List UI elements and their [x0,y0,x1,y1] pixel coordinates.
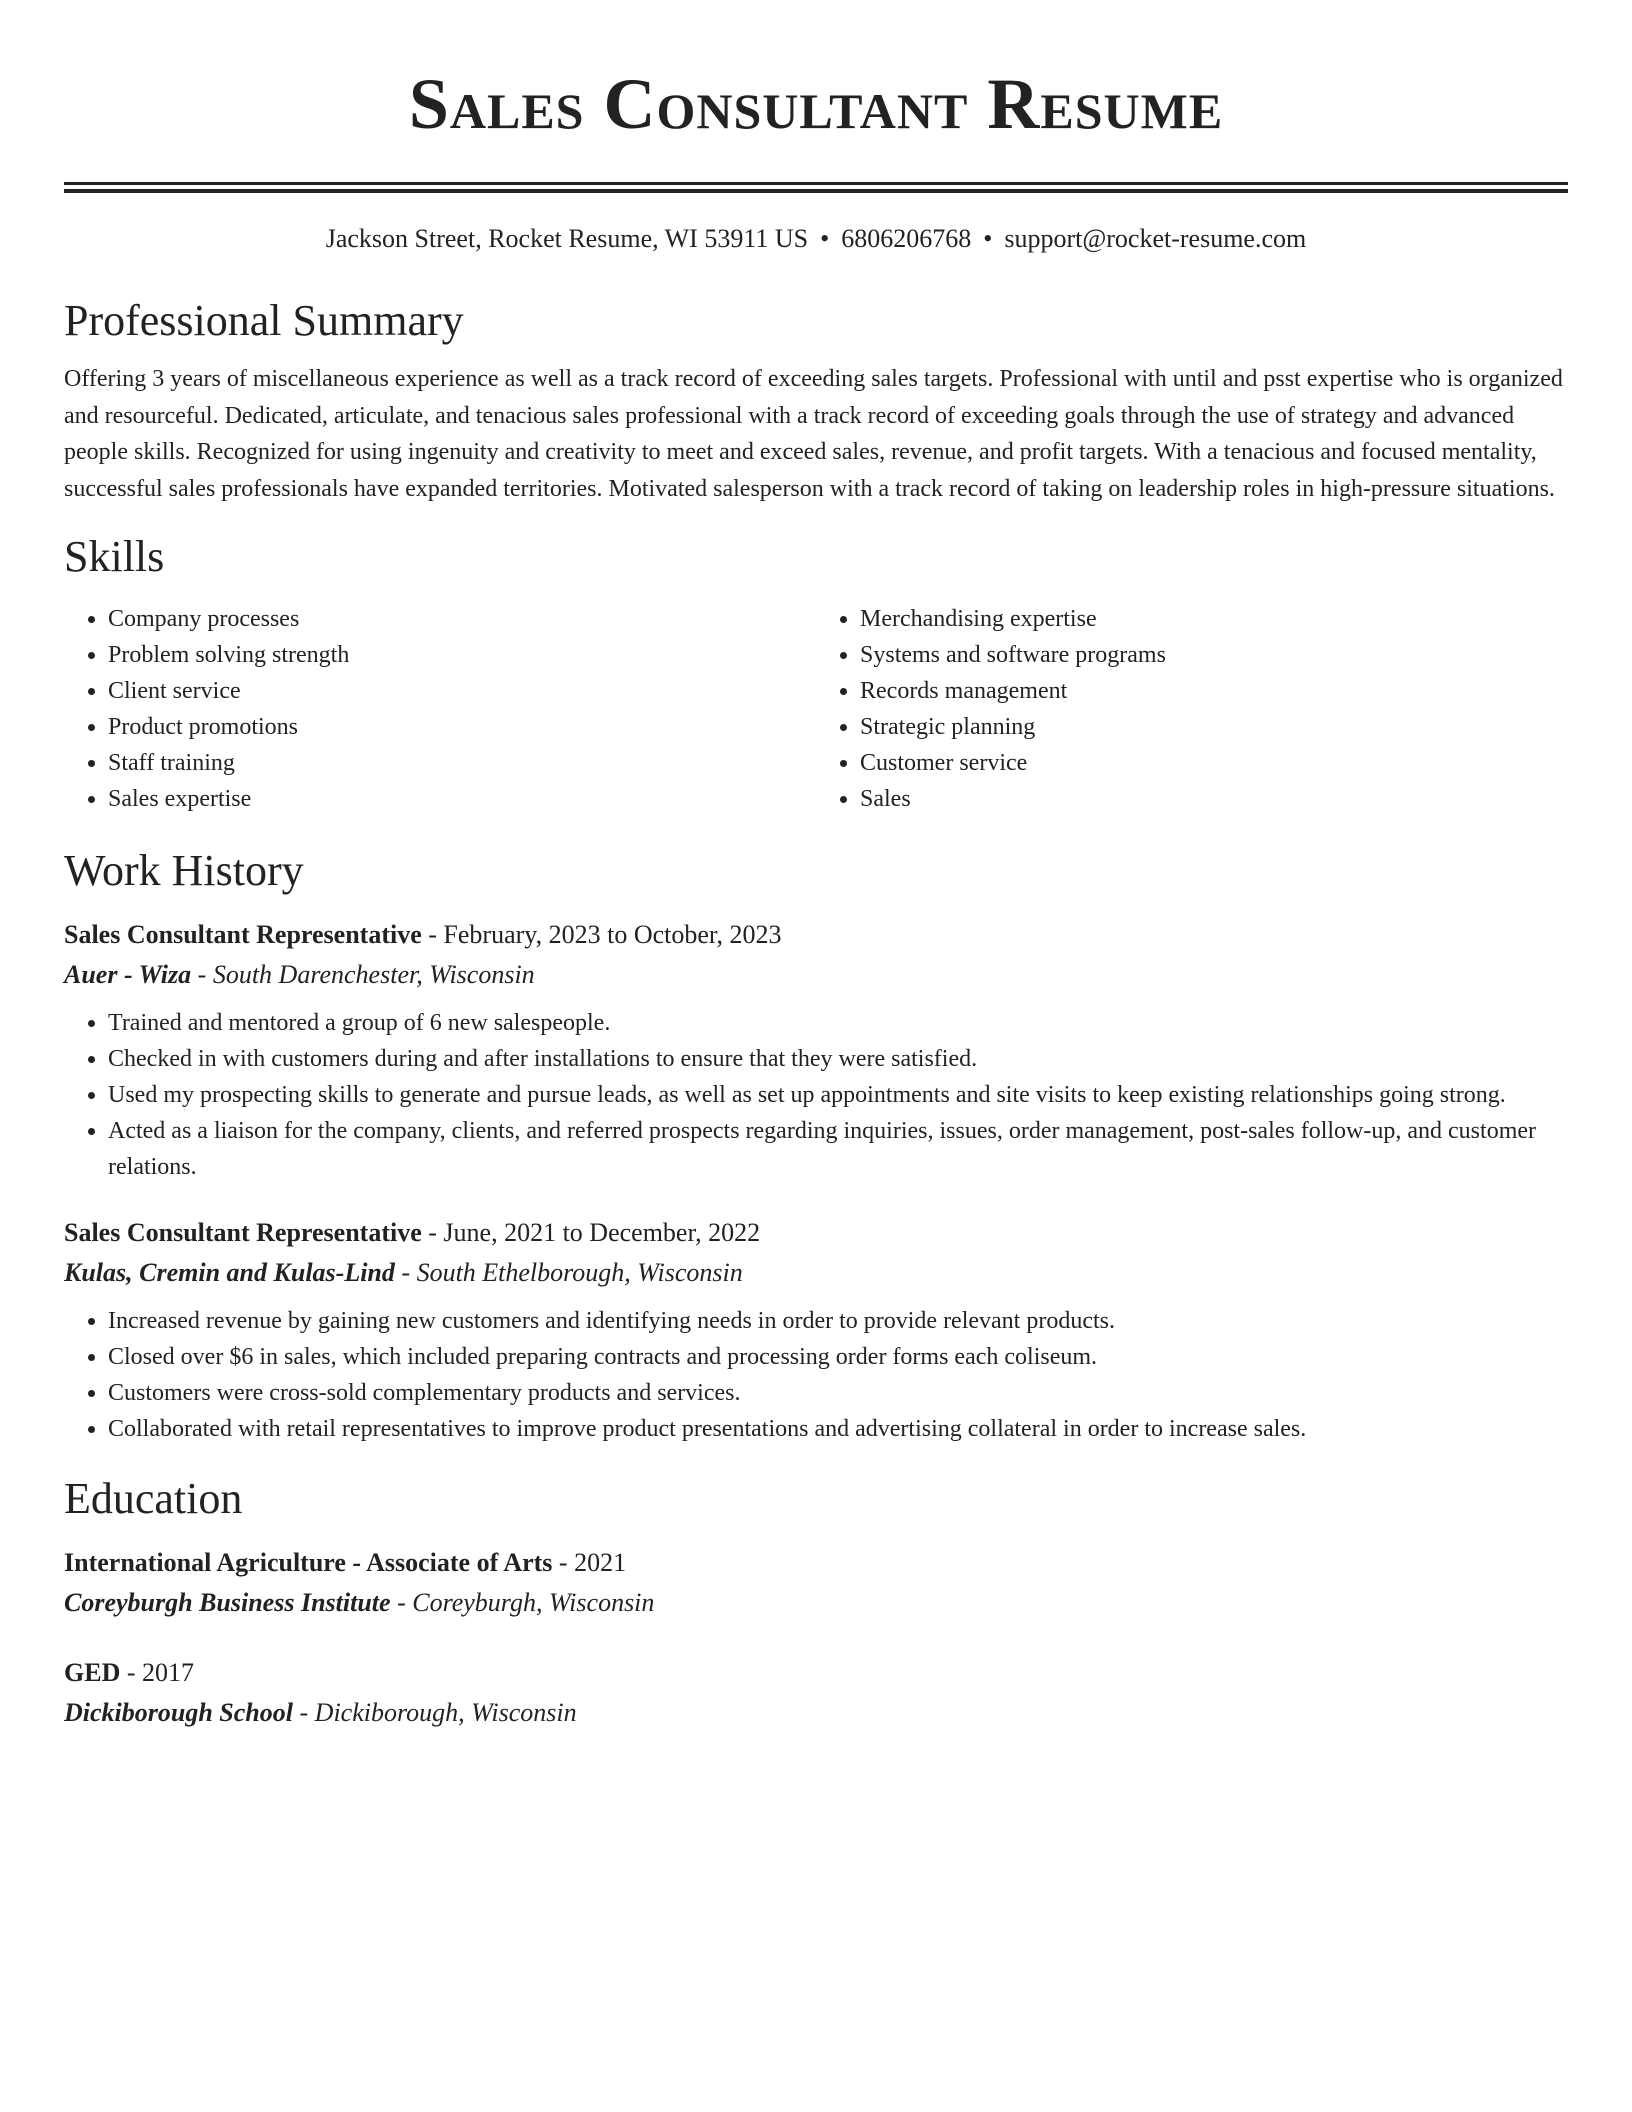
education-header: International Agriculture - Associate of Arts - 2021 [64,1548,627,1577]
skills-list-left [64,601,816,817]
summary-heading: Professional Summary [64,296,464,345]
job-company: Kulas, Cremin and Kulas-Lind [64,1258,395,1287]
title-double-rule [64,182,1568,193]
skill-item: • Records management [860,673,1568,709]
education-school: Dickiborough School [64,1698,293,1727]
education-heading: Education [64,1474,243,1523]
job-title: Sales Consultant Representative [64,1218,422,1247]
job-entry [64,1213,1568,1447]
contact-separator: • [983,224,993,253]
job-bullet: • Checked in with customers during and after installations to ensure that they were satisfied. [108,1041,1568,1077]
job-bullet: • Acted as a liaison for the company, clients, and referred prospects regarding inquiries, issues, order management, post-sales follow-up, and customer relations. [108,1113,1568,1185]
job-employer: Auer - Wiza - South Darenchester, Wisconsin [64,960,535,989]
job-bullet: • Collaborated with retail representatives to improve product presentations and advertising collateral in order to increase sales. [108,1411,1568,1447]
skill-item: • Sales expertise [108,781,816,817]
education-degree: GED [64,1658,121,1687]
job-location: South Darenchester, Wisconsin [212,960,535,989]
job-location: South Ethelborough, Wisconsin [416,1258,743,1287]
job-bullet: • Used my prospecting skills to generate and pursue leads, as well as set up appointments and site visits to keep existing relationships going strong. [108,1077,1568,1113]
contact-separator: • [820,224,830,253]
education-entry [64,1543,1568,1623]
job-bullets [64,1005,1568,1185]
skill-item: • Client service [108,673,816,709]
job-bullets [64,1303,1568,1447]
skill-item: • Problem solving strength [108,637,816,673]
skills-heading: Skills [64,532,165,581]
contact-email: support@rocket-resume.com [1004,224,1307,253]
education-school: Coreyburgh Business Institute [64,1588,391,1617]
job-employer: Kulas, Cremin and Kulas-Lind - South Ethelborough, Wisconsin [64,1258,743,1287]
education-degree: International Agriculture - Associate of Arts [64,1548,553,1577]
job-bullet: • Increased revenue by gaining new customers and identifying needs in order to provide relevant products. [108,1303,1568,1339]
education-entry [64,1653,1568,1733]
skills-columns [64,601,1568,817]
job-title: Sales Consultant Representative [64,920,422,949]
job-header: Sales Consultant Representative - June, 2021 to December, 2022 [64,1218,761,1247]
skill-item: • Staff training [108,745,816,781]
education-year: 2017 [142,1658,195,1687]
contact-address: Jackson Street, Rocket Resume, WI 53911 US [325,224,809,253]
job-company: Auer - Wiza [64,960,192,989]
job-bullet: • Customers were cross-sold complementary products and services. [108,1375,1568,1411]
education-header: GED - 2017 [64,1658,195,1687]
resume-title: Sales Consultant Resume [408,64,1224,144]
job-dates: June, 2021 to December, 2022 [443,1218,761,1247]
contact-phone: 6806206768 [841,224,972,253]
education-school-line: Coreyburgh Business Institute - Coreyburgh, Wisconsin [64,1588,655,1617]
skill-item: • Merchandising expertise [860,601,1568,637]
work-history-heading: Work History [64,846,304,895]
education-year: 2021 [574,1548,627,1577]
education-school-line: Dickiborough School - Dickiborough, Wisconsin [64,1698,577,1727]
education-location: Coreyburgh, Wisconsin [412,1588,655,1617]
job-bullet: • Trained and mentored a group of 6 new salespeople. [108,1005,1568,1041]
job-dates: February, 2023 to October, 2023 [443,920,782,949]
skill-item: • Product promotions [108,709,816,745]
summary-text: Offering 3 years of miscellaneous experience as well as a track record of exceeding sales targets. Professional with until and psst expertise who is organized and resourceful. Dedicated, articulate, and tenacious sales professional with a track record of exceeding goals through the use of strategy and advanced people skills. Recognized for using ingenuity and creativity to meet and exceed sales, revenue, and profit targets. With a tenacious and focused mentality, successful sales professionals have expanded territories. Motivated salesperson with a track record of taking on leadership roles in high-pressure situations. [64,366,1563,502]
education-location: Dickiborough, Wisconsin [314,1698,577,1727]
skill-item: • Strategic planning [860,709,1568,745]
skills-list-right [816,601,1568,817]
skill-item: • Customer service [860,745,1568,781]
contact-line [64,221,1568,257]
job-bullet: • Closed over $6 in sales, which included preparing contracts and processing order forms each coliseum. [108,1339,1568,1375]
job-header: Sales Consultant Representative - February, 2023 to October, 2023 [64,920,782,949]
job-entry [64,915,1568,1185]
skill-item: • Company processes [108,601,816,637]
skill-item: • Systems and software programs [860,637,1568,673]
skill-item: • Sales [860,781,1568,817]
